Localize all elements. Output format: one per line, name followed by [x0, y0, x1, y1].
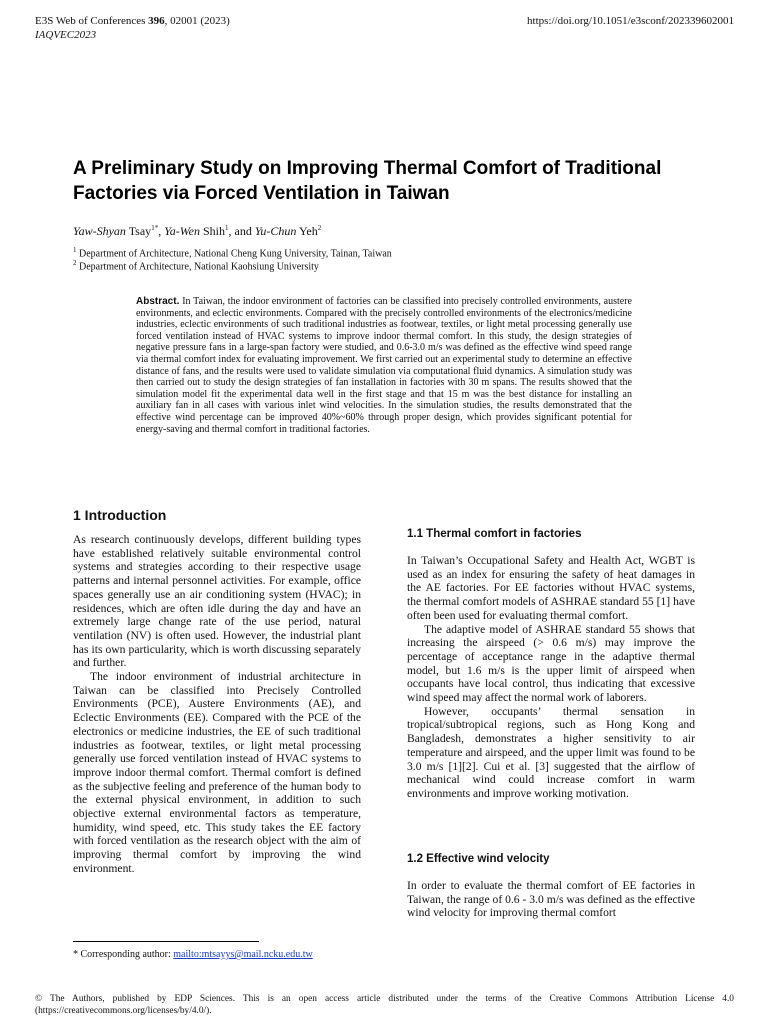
subsection-heading-wind-velocity: 1.2 Effective wind velocity: [407, 853, 550, 865]
email-link[interactable]: mailto:mtsayys@mail.ncku.edu.tw: [173, 949, 313, 960]
affiliation-1: $^1$ Department of Architecture, National Cheng Kung University, Tainan, Taiwan: [73, 246, 392, 260]
paragraph: The adaptive model of ASHRAE standard 55 shows that increasing the airspeed (> 0.6 m/s) may improve the percentage of acceptance range in the adaptive thermal model, but 1.6 m/s is the upper limit of airspeed when occupants have local control, thus indicating that excessive wind speed may affect the normal work of laborers.: [407, 622, 695, 705]
paragraph: In order to evaluate the thermal comfort of EE factories in Taiwan, the range of 0.6 - 3.0 m/s was defined as the effective wind velocity for improving thermal comfort: [407, 879, 695, 920]
paragraph: As research continuously develops, different building types have established relatively suitable environmental control systems and strategies according to their respective usage patterns and internal personnel activities. For example, office spaces generally use an air conditioning system (HVAC); in residences, which are often idle during the day and have an extremely large change rate of the use period, natural ventilation (NV) is often used. However, the industrial plant has its own particularity, which is worth discussing separately and further.: [73, 533, 361, 670]
abstract: [136, 296, 632, 435]
footnote-rule: [73, 941, 259, 942]
paragraph: However, occupants’ thermal sensation in tropical/subtropical regions, such as Hong Kong and Bangladesh, demonstrates a higher sensitivity to air temperature and airspeed, and the upper limit was found to be 3.0 m/s [1][2]. Cui et al. [3] suggested that the airflow of mechanical wind could increase comfort in warm environments and improve working motivation.: [407, 704, 695, 800]
left-column: [73, 533, 361, 876]
abstract-text: In Taiwan, the indoor environment of factories can be classified into precisely controlled environments, austere environments, and eclectic environments. Compared with the precisely controlled environments of the electronics/medicine industries, eclectic environments of such traditional industries as footwear, textiles, or light metal processing generally use forced ventilation instead of HVAC systems to improve indoor thermal comfort. In this study, the design strategies of negative pressure fans in a large-span factory were studied, and 0.6-3.0 m/s was defined as the effective wind speed range via thermal comfort index for evaluating improvement. We first carried out an experimental study to determine an effective distance of fans, and the results were used to validate simulation via computational fluid dynamics. A simulation study was then carried out to study the design strategies of fan installation in factories with 30 m spans. The results showed that the simulation model fit the experimental data well in the first stage and that 15 m was the best distance for installing an auxiliary fan in all cases with various inlet wind velocities. In the simulation studies, the results demonstrated that the effective wind percentage can be improved 40%~60% through proper design, which provides significant potential for energy-saving and thermal comfort in traditional factories.: [136, 296, 632, 435]
affiliation-2: $^2$ Department of Architecture, National Kaohsiung University: [73, 259, 319, 273]
right-column-sec12: [407, 879, 695, 920]
conference-name: IAQVEC2023: [35, 29, 97, 41]
license-notice: © The Authors, published by EDP Sciences. This is an open access article distributed under the terms of the Creative Commons Attribution License 4.0 (https://creativecommons.org/licenses/by/4.0/).: [35, 994, 734, 1016]
section-heading-introduction: 1 Introduction: [73, 507, 167, 523]
doi-link[interactable]: https://doi.org/10.1051/e3sconf/202339602001: [527, 15, 734, 27]
running-header-left: [35, 14, 230, 42]
right-column-sec11: [407, 554, 695, 801]
volume-number: 396: [148, 15, 165, 27]
subsection-heading-thermal-comfort: 1.1 Thermal comfort in factories: [407, 528, 582, 540]
abstract-label: Abstract.: [136, 296, 180, 307]
paper-title: A Preliminary Study on Improving Thermal Comfort of Traditional Factories via Forced Ventilation in Taiwan: [73, 158, 662, 204]
author-list: Yaw-Shyan Tsay$^{1*}$, Ya-Wen Shih$^1$, and Yu-Chun Yeh$^2$: [73, 224, 322, 238]
footnote-corresponding-author: * Corresponding author: mailto:mtsayys@mail.ncku.edu.tw: [73, 949, 313, 960]
paragraph: In Taiwan’s Occupational Safety and Health Act, WGBT is used as an index for ensuring the safety of heat damages in the AE factories. For EE factories without HVAC systems, the thermal comfort models of ASHRAE standard 55 [1] have often been used for evaluating thermal comfort.: [407, 554, 695, 622]
journal-citation: E3S Web of Conferences 396, 02001 (2023): [35, 15, 230, 27]
paragraph: The indoor environment of industrial architecture in Taiwan can be classified into Precisely Controlled Environments (PCE), Austere Environments (AE), and Eclectic Environments (EE). Compared with the PCE of the electronics or medicine industries, the EE of such traditional industries as footwear, textiles, or light metal processing generally use forced ventilation instead of HVAC systems to improve indoor thermal comfort. Thermal comfort is defined as the subjective feeling and preference of the human body to the external physical environment, in addition to such objective external environmental factors as temperature, humidity, wind speed, etc. This study takes the EE factory with forced ventilation as the research object with the aim of improving thermal comfort by improving the wind environment.: [73, 670, 361, 875]
